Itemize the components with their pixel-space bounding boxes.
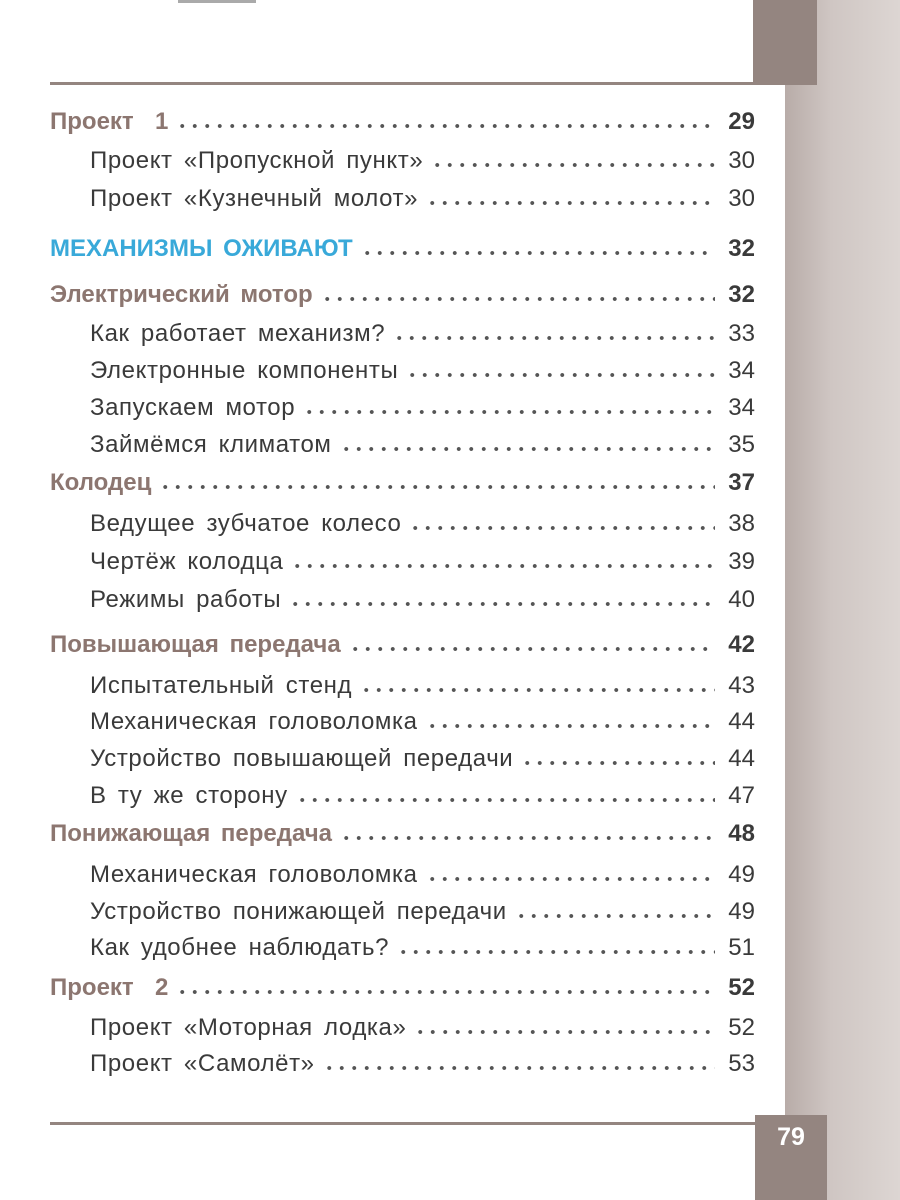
toc-entry-heading[interactable] bbox=[50, 815, 755, 853]
toc-entry-page: 51 bbox=[728, 934, 755, 961]
dot-leader bbox=[360, 685, 715, 695]
toc-entry-page: 32 bbox=[728, 235, 755, 262]
dot-leader bbox=[426, 874, 715, 884]
dot-leader bbox=[521, 758, 715, 768]
dot-leader bbox=[159, 482, 715, 492]
toc-entry-title: Ведущее зубчатое колесо bbox=[90, 510, 402, 537]
toc-entry-title: Устройство повышающей передачи bbox=[90, 745, 514, 772]
toc-entry-title: Как удобнее наблюдать? bbox=[90, 934, 390, 961]
toc-entry[interactable] bbox=[90, 505, 755, 543]
toc-entry-page: 49 bbox=[728, 861, 755, 888]
toc-entry-page: 52 bbox=[728, 1014, 755, 1041]
toc-entry-page: 47 bbox=[728, 782, 755, 809]
toc-entry-title: Электрический мотор bbox=[50, 281, 313, 308]
toc-entry-title: Чертёж колодца bbox=[90, 548, 284, 575]
toc-entry-title: Запускаем мотор bbox=[90, 394, 296, 421]
toc-entry-page: 49 bbox=[728, 898, 755, 925]
toc-entry[interactable] bbox=[90, 142, 755, 180]
toc-entry-page: 42 bbox=[728, 631, 755, 658]
toc-entry-title: Проект 2 bbox=[50, 974, 169, 1001]
toc-entry[interactable] bbox=[90, 389, 755, 427]
dot-leader bbox=[176, 121, 715, 131]
dot-leader bbox=[397, 947, 715, 957]
toc-entry[interactable] bbox=[90, 180, 755, 218]
toc-entry[interactable] bbox=[90, 315, 755, 353]
dot-leader bbox=[176, 987, 715, 997]
dot-leader bbox=[291, 561, 715, 571]
toc-entry-title: Проект «Пропускной пункт» bbox=[90, 147, 424, 174]
toc-entry[interactable] bbox=[90, 1045, 755, 1083]
page-number: 79 bbox=[777, 1123, 805, 1151]
toc-entry-page: 30 bbox=[728, 147, 755, 174]
toc-entry-page: 32 bbox=[728, 281, 755, 308]
toc-entry-page: 43 bbox=[728, 672, 755, 699]
toc-entry-page: 33 bbox=[728, 320, 755, 347]
toc-entry-title: Займёмся климатом bbox=[90, 431, 332, 458]
dot-leader bbox=[406, 370, 715, 380]
toc-entry-page: 34 bbox=[728, 394, 755, 421]
toc-entry[interactable] bbox=[90, 740, 755, 778]
dot-leader bbox=[361, 248, 715, 258]
toc-entry[interactable] bbox=[90, 667, 755, 705]
toc-entry-page: 38 bbox=[728, 510, 755, 537]
toc-entry-page: 35 bbox=[728, 431, 755, 458]
dot-leader bbox=[303, 407, 715, 417]
page-number-box bbox=[755, 1115, 827, 1200]
dot-leader bbox=[349, 644, 715, 654]
bottom-divider bbox=[50, 1122, 755, 1125]
toc-entry[interactable] bbox=[90, 352, 755, 390]
toc-entry-page: 40 bbox=[728, 586, 755, 613]
toc-entry[interactable] bbox=[90, 856, 755, 894]
toc-entry-page: 34 bbox=[728, 357, 755, 384]
toc-entry-title: Режимы работы bbox=[90, 586, 282, 613]
toc-entry-title: МЕХАНИЗМЫ ОЖИВАЮТ bbox=[50, 235, 353, 262]
toc-entry-heading[interactable] bbox=[50, 464, 755, 502]
toc-entry[interactable] bbox=[90, 543, 755, 581]
toc-entry-title: Повышающая передача bbox=[50, 631, 341, 658]
toc-entry-heading[interactable] bbox=[50, 276, 755, 314]
toc-entry-page: 29 bbox=[728, 108, 755, 135]
toc-entry-page: 44 bbox=[728, 745, 755, 772]
toc-entry-page: 39 bbox=[728, 548, 755, 575]
toc-entry-heading[interactable] bbox=[50, 626, 755, 664]
toc-entry[interactable] bbox=[90, 929, 755, 967]
toc-entry-heading[interactable] bbox=[50, 969, 755, 1007]
dot-leader bbox=[323, 1063, 715, 1073]
toc-entry-title: Колодец bbox=[50, 469, 152, 496]
toc-entry[interactable] bbox=[90, 893, 755, 931]
toc-entry-page: 44 bbox=[728, 708, 755, 735]
toc-entry[interactable] bbox=[90, 1009, 755, 1047]
toc-entry-page: 48 bbox=[728, 820, 755, 847]
toc-entry[interactable] bbox=[90, 426, 755, 464]
toc-entry-title: Проект «Моторная лодка» bbox=[90, 1014, 407, 1041]
dot-leader bbox=[296, 795, 715, 805]
dot-leader bbox=[321, 294, 715, 304]
toc-entry[interactable] bbox=[90, 703, 755, 741]
dot-leader bbox=[409, 523, 715, 533]
toc-entry-title: Проект «Самолёт» bbox=[90, 1050, 315, 1077]
toc-entry-title: В ту же сторону bbox=[90, 782, 288, 809]
toc-entry-page: 52 bbox=[728, 974, 755, 1001]
toc-entry[interactable] bbox=[90, 581, 755, 619]
dot-leader bbox=[426, 198, 715, 208]
toc-entry-title: Механическая головоломка bbox=[90, 708, 418, 735]
toc-entry-title: Электронные компоненты bbox=[90, 357, 399, 384]
toc-entry-page: 30 bbox=[728, 185, 755, 212]
dot-leader bbox=[289, 599, 715, 609]
toc-entry-page: 53 bbox=[728, 1050, 755, 1077]
toc-entry-title: Как работает механизм? bbox=[90, 320, 386, 347]
dot-leader bbox=[414, 1027, 715, 1037]
dot-leader bbox=[340, 444, 715, 454]
toc-entry-heading[interactable] bbox=[50, 103, 755, 141]
dot-leader bbox=[340, 833, 715, 843]
toc-entry-title: Проект 1 bbox=[50, 108, 169, 135]
toc-entry-title: Испытательный стенд bbox=[90, 672, 353, 699]
toc-entry[interactable] bbox=[90, 777, 755, 815]
toc-entry-title: Устройство понижающей передачи bbox=[90, 898, 507, 925]
dot-leader bbox=[426, 721, 715, 731]
dot-leader bbox=[393, 333, 715, 343]
dot-leader bbox=[515, 911, 715, 921]
toc-entry-page: 37 bbox=[728, 469, 755, 496]
toc-entry-section[interactable] bbox=[50, 230, 755, 268]
toc-entry-title: Проект «Кузнечный молот» bbox=[90, 185, 419, 212]
toc-entry-title: Механическая головоломка bbox=[90, 861, 418, 888]
toc-entry-title: Понижающая передача bbox=[50, 820, 332, 847]
dot-leader bbox=[431, 160, 715, 170]
